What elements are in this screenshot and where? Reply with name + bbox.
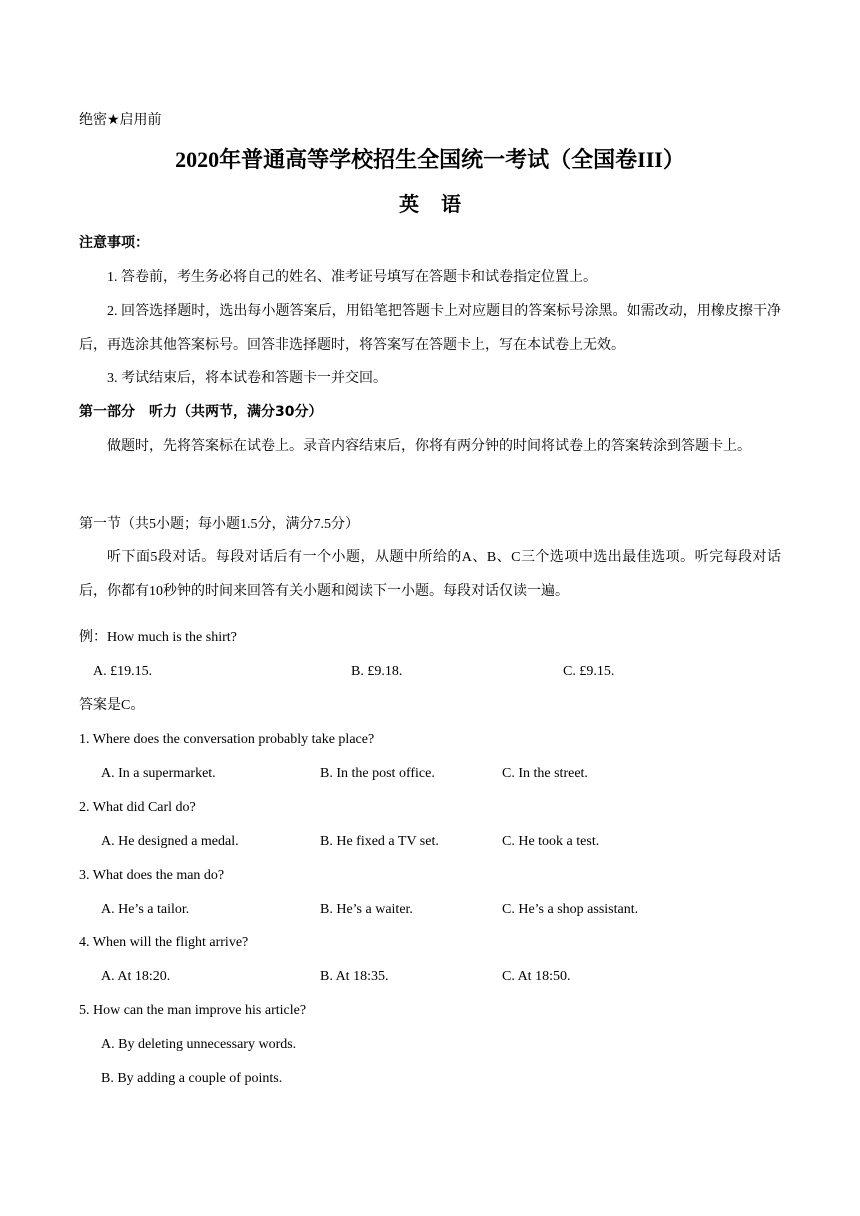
- example-option-c: C. £9.15.: [563, 664, 615, 679]
- example-answer: 答案是C。: [79, 698, 145, 713]
- question-4: 4. When will the flight arrive?: [79, 935, 249, 950]
- example-option-b: B. £9.18.: [351, 664, 403, 679]
- q1-option-a: A. In a supermarket.: [101, 766, 216, 781]
- section1-instruction: 听下面5段对话。每段对话后有一个小题，从题中所给的A、B、C三个选项中选出最佳选项。听完每段对话后，你都有10秒钟的时间来回答有关小题和阅读下一小题。每段对话仅读一遍。: [79, 550, 781, 599]
- question-1: 1. Where does the conversation probably take place?: [79, 732, 375, 747]
- notes-heading: 注意事项：: [79, 235, 149, 251]
- question-5: 5. How can the man improve his article?: [79, 1003, 307, 1018]
- page-title: 2020年普通高等学校招生全国统一考试（全国卷III）: [175, 147, 685, 172]
- note-item-2: 2. 回答选择题时，选出每小题答案后，用铅笔把答题卡上对应题目的答案标号涂黑。如需改动，用橡皮擦干净后，再选涂其他答案标号。回答非选择题时，将答案写在答题卡上，写在本试卷上无效。: [79, 304, 781, 353]
- confidential-mark: 绝密★启用前: [79, 112, 162, 128]
- q1-option-b: B. In the post office.: [320, 766, 435, 781]
- q4-option-a: A. At 18:20.: [101, 969, 171, 984]
- q2-option-c: C. He took a test.: [502, 834, 600, 849]
- part1-instruction: 做题时，先将答案标在试卷上。录音内容结束后，你将有两分钟的时间将试卷上的答案转涂到答题卡上。: [107, 439, 751, 454]
- question-3: 3. What does the man do?: [79, 868, 225, 883]
- q3-option-b: B. He’s a waiter.: [320, 902, 413, 917]
- q4-option-b: B. At 18:35.: [320, 969, 389, 984]
- q5-option-b: B. By adding a couple of points.: [101, 1071, 283, 1086]
- q3-option-c: C. He’s a shop assistant.: [502, 902, 639, 917]
- section1-heading: 第一节（共5小题；每小题1.5分，满分7.5分）: [79, 517, 359, 532]
- note-item-3: 3. 考试结束后，将本试卷和答题卡一并交回。: [107, 371, 387, 386]
- q2-option-a: A. He designed a medal.: [101, 834, 239, 849]
- q4-option-c: C. At 18:50.: [502, 969, 571, 984]
- note-item-1: 1. 答卷前，考生务必将自己的姓名、准考证号填写在答题卡和试卷指定位置上。: [107, 270, 597, 285]
- question-2: 2. What did Carl do?: [79, 800, 196, 815]
- subject-title: 英语: [399, 194, 483, 216]
- example-question: 例：How much is the shirt?: [79, 630, 237, 645]
- example-option-a: A. £19.15.: [93, 664, 153, 679]
- part1-heading: 第一部分 听力（共两节，满分30分）: [79, 404, 323, 420]
- q2-option-b: B. He fixed a TV set.: [320, 834, 439, 849]
- q3-option-a: A. He’s a tailor.: [101, 902, 190, 917]
- q1-option-c: C. In the street.: [502, 766, 588, 781]
- q5-option-a: A. By deleting unnecessary words.: [101, 1037, 297, 1052]
